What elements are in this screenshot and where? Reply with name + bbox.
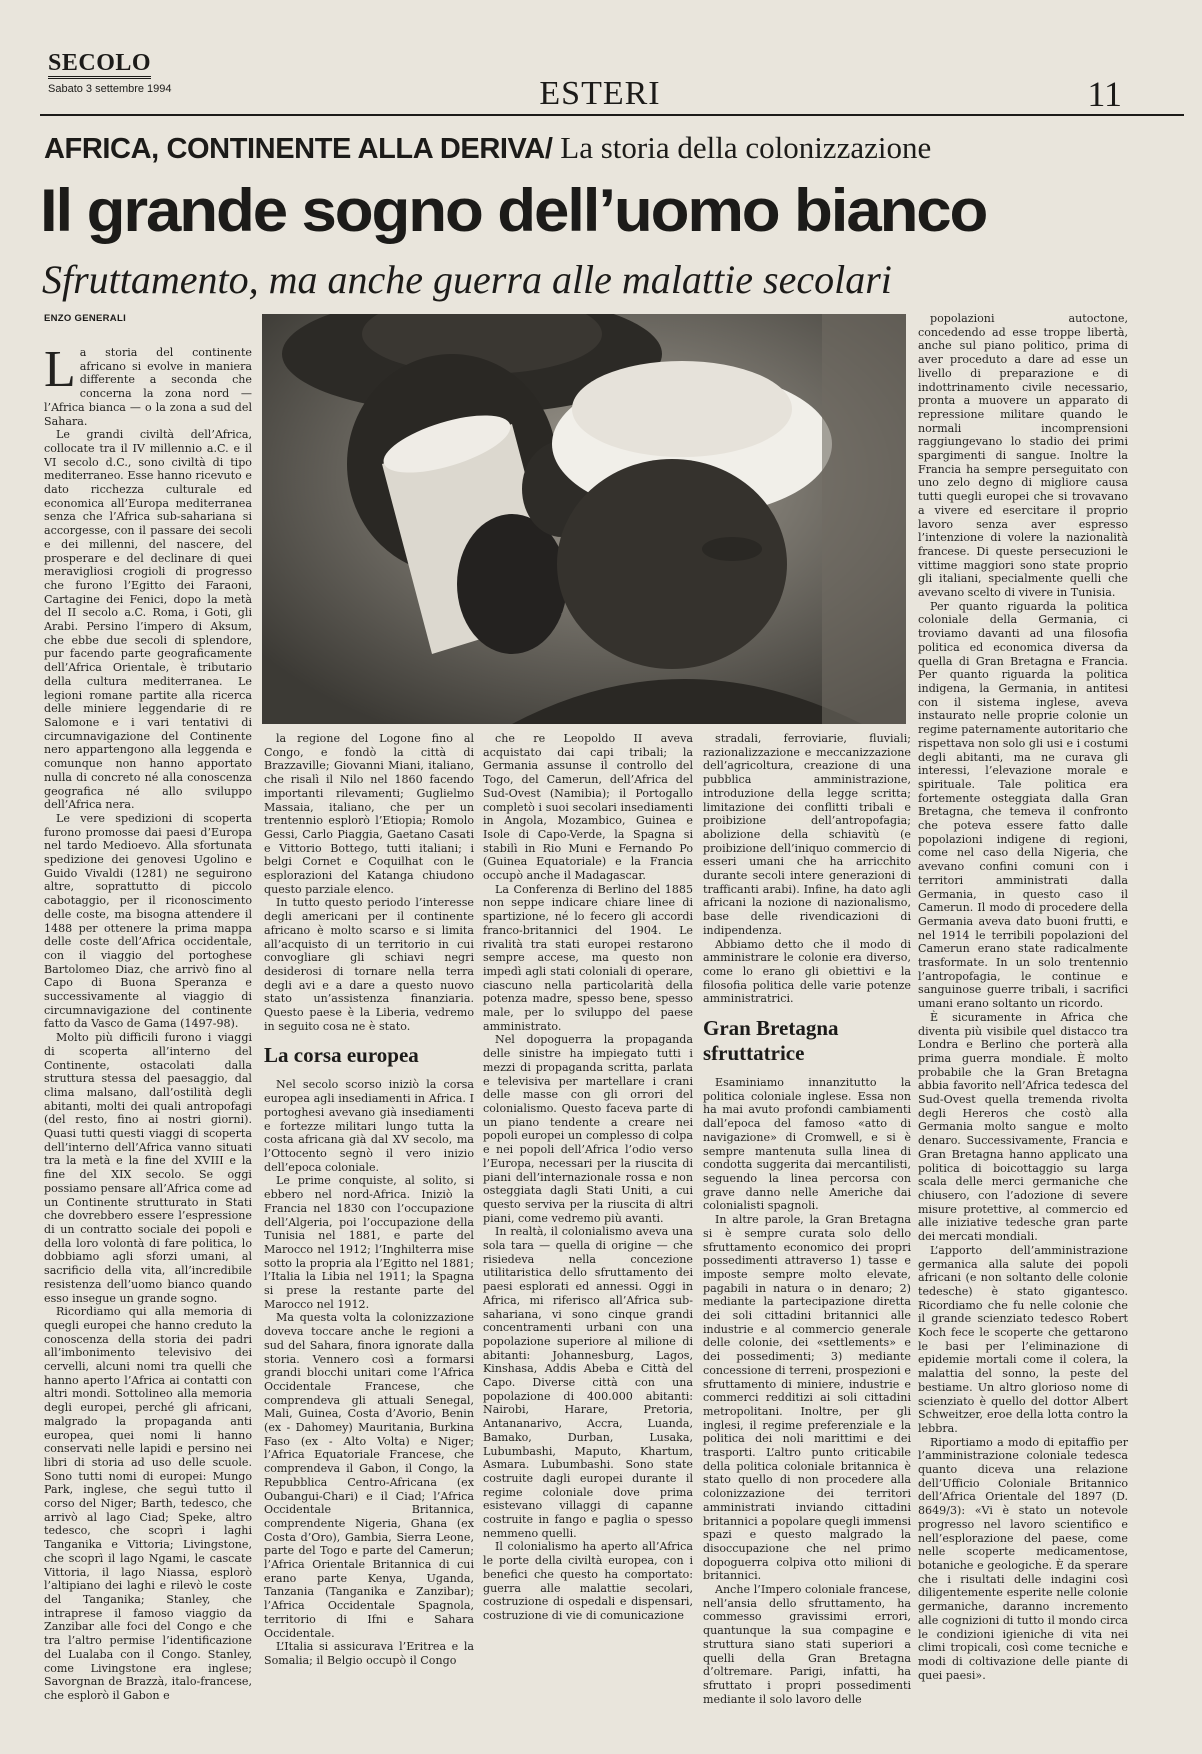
paragraph: popolazioni autoctone, concedendo ad esse troppe libertà, anche sul piano politico, prima di aver proceduto a dare ad esse un livello di preparazione e di indottrinamento civile necessario, pronta a muovere un apparato di repressione militare quando le normali incomprensioni raggiungevano lo stadio dei primi spargimenti di sangue. Inoltre la Francia ha sempre perseguitato con uno zelo degno di migliore causa tutti quegli europei che si trovavano a vivere ed esercitare il proprio lavoro senza aver espresso l’intenzione di volere la nazionalità francese. Di queste persecuzioni le vittime maggiori sono state proprio gli italiani, specialmente quelli che avevano scelto di vivere in Tunisia. bbox=[918, 312, 1128, 600]
paragraph: Le grandi civiltà dell’Africa, collocate tra il IV millennio a.C. e il VI secolo d.C., sono civiltà di tipo mediterraneo. Esse hanno ricevuto e dato ricchezza culturale ed economica all’Europa mediterranea senza che l’Africa sub-sahariana si accorgesse, con il passare dei secoli e dei millenni, del nascere, del prosperare e del declinare di quei meravigliosi crogioli di progresso che furono l’Egitto dei Faraoni, Cartagine dei Fenici, dopo la metà del II secolo a.C. Roma, i Goti, gli Arabi. Persino l’impero di Aksum, che ebbe due secoli di splendore, pur facendo parte geograficamente dell’Africa Orientale, è tributario della cultura mediterranea. Le legioni romane partite alla ricerca delle miniere leggendarie di re Salomone e i vari tentativi di circumnavigazione del Continente nero appartengono alla leggenda e comunque non hanno apportato nulla di concreto né alla conoscenza geografica né allo sviluppo dell’Africa nera. bbox=[44, 428, 252, 812]
issue-date: Sabato 3 settembre 1994 bbox=[48, 83, 172, 95]
byline: ENZO GENERALI bbox=[44, 313, 127, 324]
paragraph: L’apporto dell’amministrazione germanica alla salute dei popoli africani (e non soltanto delle colonie tedesche) è stato gigantesco. Ricordiamo che fu nelle colonie che il grande scienziato tedesco Robert Koch fece le scoperte che gettarono le basi per l’eliminazione di epidemie mortali come il colera, la malattia del sonno, la peste del bestiame. Un altro glorioso nome di scienziato è quello del dottor Albert Schweitzer, eroe della lotta contro la lebbra. bbox=[918, 1243, 1128, 1435]
paragraph: La storia del continente africano si evolve in maniera differente a seconda che concerna la zona nord — l’Africa bianca — o la zona a sud del Sahara. bbox=[44, 346, 252, 428]
paragraph: Ricordiamo qui alla memoria di quegli europei che hanno creduto la conoscenza della storia dei padri all’imbonimento televisivo dei cervelli, alcuni nomi tra quelli che hanno aperto l’Africa ai contatti con altri mondi. Sottolineo alla memoria degli europei, perché gli africani, malgrado la propaganda anti europea, quei nomi li hanno conservati nelle lapidi e persino nei libri di storia ad uso delle scuole. Sono tutti nomi di europei: Mungo Park, inglese, che seguì tutto il corso del Niger; Barth, tedesco, che arrivò al lago Ciad; Speke, altro tedesco, che scoprì i laghi Tanganika e Vittoria; Livingstone, che scoprì il lago Ngami, le cascate Vittoria, il lago Niassa, esplorò l’altipiano dei laghi e rilevò le coste del Tanganika; Stanley, che intraprese il famoso viaggio da Zanzibar alle foci del Congo e che tra l’altro permise l’identificazione del Lualaba con il Congo. Stanley, come Livingstone era inglese; Savorgnan de Brazzà, italo-francese, che esplorò il Gabon e bbox=[44, 1305, 252, 1702]
paragraph: Nel secolo scorso iniziò la corsa europea agli insediamenti in Africa. I portoghesi avevano già insediamenti e fortezze militari lungo tutta la costa africana già dal XV secolo, ma l’Ottocento segnò il vero inizio dell’epoca coloniale. bbox=[264, 1078, 474, 1174]
paragraph: Esaminiamo innanzitutto la politica coloniale inglese. Essa non ha mai avuto profondi cambiamenti dall’epoca del famoso «atto di navigazione» di Cromwell, e si è sempre mantenuta sulla linea di condotta suggerita dai mercantilisti, seguendo la linea percorsa con grave danno nelle Americhe dai colonialisti spagnoli. bbox=[703, 1076, 911, 1213]
paragraph: Molto più difficili furono i viaggi di scoperta all’interno del Continente, ostacolati dalla struttura stessa del paesaggio, dal clima malsano, dall’ostilità degli abitanti, molti dei quali antropofagi (del resto, fino ai nostri giorni). Quasi tutti questi viaggi di scoperta dell’interno dell’Africa vanno situati tra la metà e la fine del XVIII e la fine del XIX secolo. Se oggi possiamo pensare all’Africa come ad un Continente strutturato in Stati che dovrebbero essere l’espressione di un contratto sociale dei popoli e della loro volontà di fare politica, lo dobbiamo agli sforzi umani, al sacrificio della vita, all’incredibile resistenza dell’uomo bianco quando esso insegue un grande sogno. bbox=[44, 1031, 252, 1305]
article-column-5 bbox=[918, 312, 1128, 1727]
kicker bbox=[44, 128, 1184, 173]
paragraph: In tutto questo periodo l’interesse degli americani per il continente africano è molto scarso e si limita all’acquisto di un territorio in cui convogliare gli schiavi negri desiderosi di tornare nella terra degli avi e a dare a questo nuovo stato un’assistenza finanziaria. Questo paese è la Liberia, vedremo in seguito cosa ne è stato. bbox=[264, 896, 474, 1033]
paragraph: La Conferenza di Berlino del 1885 non seppe indicare chiare linee di spartizione, né lo fecero gli accordi franco-britannici del 1904. Le rivalità tra stati europei restarono sempre accese, ma questo non impedì agli stati coloniali di operare, ciascuno nella particolarità della potenza madre, spesso bene, spesso male, per lo sviluppo del paese amministrato. bbox=[483, 882, 693, 1033]
newspaper-logo: SECOLO bbox=[48, 50, 151, 79]
section-title: ESTERI bbox=[539, 75, 661, 112]
paragraph: Anche l’Impero coloniale francese, nell’ansia dello sfruttamento, ha commesso gravissimi errori, quantunque la sua compagine e struttura siano stati superiori a quelli della Gran Bretagna d’oltremare. Parigi, infatti, ha sfruttato i propri possedimenti mediante il solo lavoro delle bbox=[703, 1583, 911, 1706]
paragraph: che re Leopoldo II aveva acquistato dai capi tribali; la Germania assunse il controllo del Togo, del Camerun, dell’Africa del Sud-Ovest (Namibia); il Portogallo completò i suoi secolari insediamenti in Angola, Mozambico, Guinea e Isole di Capo-Verde, la Spagna si stabilì in Rio Muni e Fernando Po (Guinea Equatoriale) e la Francia occupò anche il Madagascar. bbox=[483, 732, 693, 883]
page-number: 11 bbox=[1087, 74, 1122, 114]
headline: Il grande sogno dell’uomo bianco bbox=[40, 177, 987, 244]
paragraph: L’Italia si assicurava l’Eritrea e la Somalia; il Belgio occupò il Congo bbox=[264, 1640, 474, 1667]
photo-people-drinking-icon bbox=[262, 314, 906, 724]
paragraph: stradali, ferroviarie, fluviali; razionalizzazione e meccanizzazione dell’agricoltura, creazione di una pubblica amministrazione, introduzione della legge scritta; limitazione dei conflitti tribali e proibizione dell’antropofagia; abolizione della schiavitù (e proibizione dell’iniquo commercio di esseri umani che ha arricchito durante secoli intere generazioni di trafficanti arabi). Infine, ha dato agli africani la nozione di nazionalismo, base delle rivendicazioni di indipendenza. bbox=[703, 732, 911, 937]
paragraph: Il colonialismo ha aperto all’Africa le porte della civiltà europea, con i benefici che questo ha comportato: guerra alle malattie secolari, costruzione di ospedali e dispensari, costruzione di vie di comunicazione bbox=[483, 1540, 693, 1622]
paragraph: Ma questa volta la colonizzazione doveva toccare anche le regioni a sud del Sahara, finora ignorate dalla storia. Vennero così a formarsi grandi blocchi unitari come l’Africa Occidentale Francese, che comprendeva gli attuali Senegal, Mali, Guinea, Costa d’Avorio, Benin (ex - Dahomey) Mauritania, Burkina Faso (ex - Alto Volta) e Niger; l’Africa Equatoriale Francese, che comprendeva il Gabon, il Congo, la Repubblica Centro-Africana (ex Oubangui-Chari) e il Ciad; l’Africa Occidentale Britannica, comprendente Nigeria, Ghana (ex Costa d’Oro), Gambia, Sierra Leone, parte del Togo e parte del Camerun; l’Africa Orientale Britannica di cui erano parte Kenya, Uganda, Tanzania (Tanganika e Zanzibar); l’Africa Occidentale Spagnola, territorio di Ifni e Sahara Occidentale. bbox=[264, 1311, 474, 1640]
article-column-3 bbox=[483, 732, 693, 1727]
section-heading: Gran Bretagna sfruttatrice bbox=[703, 1016, 839, 1066]
paragraph: Abbiamo detto che il modo di amministrare le colonie era diverso, come lo erano gli obiettivi e la filosofia politica delle varie potenze amministratrici. bbox=[703, 937, 911, 1006]
paragraph: In realtà, il colonialismo aveva una sola tara — quella di origine — che risiedeva nella concezione utilitaristica dello sfruttamento dei paesi esplorati ed annessi. Oggi in Africa, mi riferisco all’Africa sub-sahariana, vi sono cinque grandi concentramenti urbani con una popolazione superiore al milione di abitanti: Johannesburg, Lagos, Kinshasa, Addis Abeba e Città del Capo. Diverse città con una popolazione di 400.000 abitanti: Nairobi, Harare, Pretoria, Antananarivo, Accra, Luanda, Bamako, Durban, Lusaka, Lubumbashi, Maputo, Khartum, Asmara. Lubumbashi. Sono state costruite dagli europei durante il regime coloniale dove prima esistevano villaggi di capanne costruite in fango e paglia o spesso nemmeno quelli. bbox=[483, 1225, 693, 1540]
masthead bbox=[48, 50, 208, 95]
article-column-2 bbox=[264, 732, 474, 1727]
paragraph: In altre parole, la Gran Bretagna si è sempre curata solo dello sfruttamento economico dei propri possedimenti attraverso 1) tasse e imposte sempre molto elevate, pagabili in natura o in denaro; 2) mediante la partecipazione diretta dei soli cittadini britannici alle industrie e al commercio generale delle colonie, dei «settlements» e dei possedimenti; 3) mediante concessione di terreni, prospezioni e sfruttamento di miniere, industrie e commerci redditizi ai soli cittadini metropolitani. Inoltre, per gli inglesi, il regime preferenziale e la politica dei noli marittimi e dei trasporti. L’altro punto criticabile della politica coloniale britannica è stato quello di non procedere alla colonizzazione dei territori amministrati inviando cittadini britannici a popolare quegli immensi spazi e questo malgrado la disoccupazione che nel primo dopoguerra colpiva otto milioni di britannici. bbox=[703, 1213, 911, 1583]
subheadline: Sfruttamento, ma anche guerra alle malattie secolari bbox=[42, 257, 892, 302]
article-column-4 bbox=[703, 732, 911, 1727]
section-heading: La corsa europea bbox=[264, 1043, 419, 1068]
header-rule bbox=[40, 114, 1184, 116]
paragraph: Le prime conquiste, al solito, si ebbero nel nord-Africa. Iniziò la Francia nel 1830 con l’occupazione dell’Algeria, poi l’occupazione della Tunisia nel 1881, e parte del Marocco nel 1912; l’Inghilterra mise sotto la propria ala l’Egitto nel 1881; l’Italia la Libia nel 1911; la Spagna si prese la restante parte del Marocco nel 1912. bbox=[264, 1174, 474, 1311]
paragraph: È sicuramente in Africa che diventa più visibile quel distacco tra Londra e Berlino che porterà alla prima guerra mondiale. È molto probabile che la Gran Bretagna abbia favorito nell’Africa tedesca del Sud-Ovest quella tremenda rivolta degli Hereros che costò alla Germania molto sangue e molto denaro. Successivamente, Francia e Gran Bretagna hanno applicato una politica di boicottaggio su larga scala delle merci germaniche che chiusero, con l’adozione di severe misure protettive, al commercio ed alle iniziative tedesche gran parte dei mercati mondiali. bbox=[918, 1010, 1128, 1244]
article-photo bbox=[262, 314, 906, 724]
paragraph: Le vere spedizioni di scoperta furono promosse dai paesi d’Europa nel tardo Medioevo. Alla sfortunata spedizione dei genovesi Ugolino e Guido Vivaldi (1281) ne seguirono altre, soprattutto di piccolo cabotaggio, per il riconoscimento delle coste, ma bisogna attendere il 1488 per ottenere la prima mappa delle coste dell’Africa occidentale, con il viaggio del portoghese Bartolomeo Diaz, che arrivò fino al Capo di Buona Speranza e successivamente al viaggio di circumnavigazione del continente fatto da Vasco de Gama (1497-98). bbox=[44, 811, 252, 1031]
paragraph: Nel dopoguerra la propaganda delle sinistre ha impiegato tutti i mezzi di propaganda scritta, parlata e televisiva per martellare i crani delle masse con gli orrori del colonialismo. Questo faceva parte di un piano tendente a creare nei popoli europei un complesso di colpa e nei popoli dell’Africa l’odio verso l’Europa, necessari per la riuscita di piani dell’internazionale rossa e non osteggiata dagli Stati Uniti, a cui questo serviva per la riuscita di altri piani, come vedremo più avanti. bbox=[483, 1033, 693, 1225]
paragraph: Riportiamo a modo di epitaffio per l’amministrazione coloniale tedesca quanto diceva una relazione dell’Ufficio Coloniale Britannico dell’Africa Orientale del 1897 (D. 8649/3): «Vi è stato un notevole progresso nel lavoro scientifico e nell’esplorazione del paese, come nelle scoperte medicamentose, botaniche e geologiche. È da sperare che i risultati delle indagini così diligentemente esperite nelle colonie germaniche, daranno incremento alle cognizioni di tutto il mondo circa le condizioni igieniche di vita nei climi tropicali, così come tecniche e modi di coltivazione delle piante di quei paesi». bbox=[918, 1435, 1128, 1682]
paragraph: la regione del Logone fino al Congo, e fondò la città di Brazzaville; Giovanni Miani, italiano, che risalì il Nilo nel 1860 facendo importanti rilevamenti; Guglielmo Massaia, italiano, che per un trentennio esplorò l’Etiopia; Romolo Gessi, Carlo Piaggia, Gaetano Casati e Vittorio Bottego, tutti italiani; i belgi Cornet e Coquilhat con le esplorazioni del Katanga chiudono questo parziale elenco. bbox=[264, 732, 474, 896]
kicker-bold: AFRICA, CONTINENTE ALLA DERIVA/ bbox=[44, 133, 553, 165]
paragraph: Per quanto riguarda la politica coloniale della Germania, ci troviamo davanti ad una filosofia politica ed economica diversa da quella di Gran Bretagna e Francia. Per quanto riguarda la politica indigena, la Germania, in antitesi con il sistema inglese, aveva instaurato nelle proprie colonie un regime paternamente autoritario che rispettava non solo gli usi e i costumi degli abitanti, ma ne curava gli interessi, l’elevazione morale e spirituale. Tale politica era fortemente osteggiata dalla Gran Bretagna, che temeva il confronto che poteva essere fatto dalle popolazioni indigene di regioni, come nel caso della Nigeria, che avevano confini comuni con i territori amministrati dalla Germania, in questo caso il Camerun. Il modo di procedere della Germania aveva dato buoni frutti, e nel 1914 le terribili popolazioni del Camerun erano state radicalmente trasformate. In un solo trentennio l’antropofagia, le continue e sanguinose guerre tribali, i sacrifici umani erano soltanto un ricordo. bbox=[918, 599, 1128, 1011]
article-column-1 bbox=[44, 346, 252, 1726]
kicker-light: La storia della colonizzazione bbox=[552, 130, 932, 165]
